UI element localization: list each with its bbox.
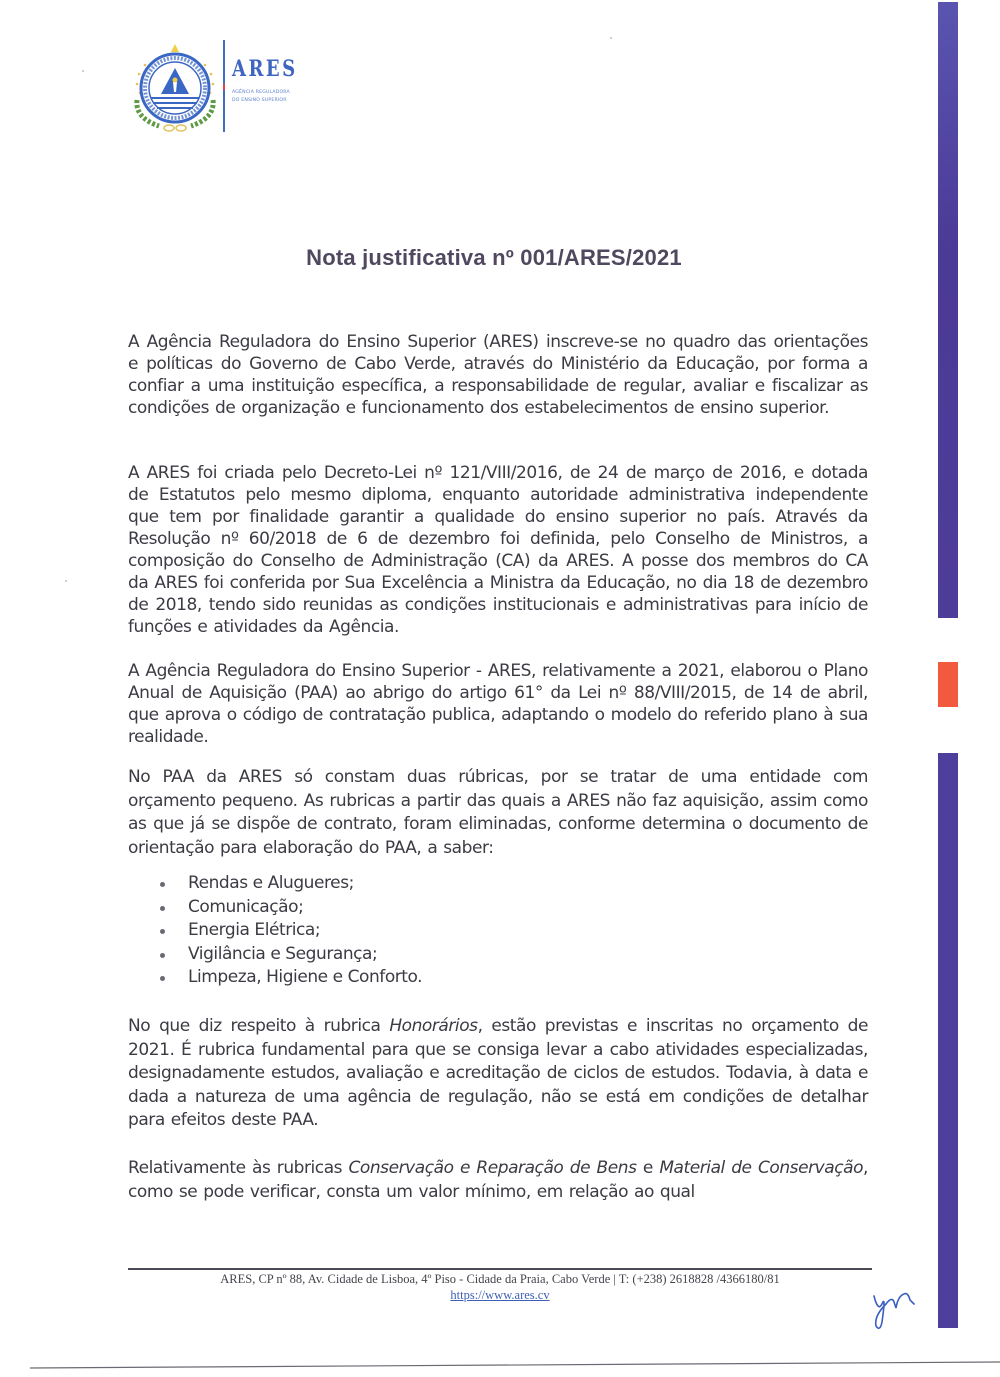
paragraph-6-rest: , como se pode verificar, consta um valor mínimo, em relação ao qual: [128, 1158, 868, 1202]
paragraph-3: [128, 660, 868, 748]
bullet-icon: [160, 882, 165, 887]
list-item: [160, 896, 422, 920]
edge-bar-blue-bottom: [938, 753, 958, 1328]
header-logo: [125, 38, 305, 134]
bullet-icon: [160, 929, 165, 934]
list-item-text: Vigilância e Segurança;: [188, 943, 378, 964]
rubric-name-material-conservacao: Material de Conservação: [659, 1158, 864, 1178]
list-item: [160, 872, 422, 896]
list-item-text: Limpeza, Higiene e Conforto.: [188, 967, 423, 987]
list-item: [160, 943, 422, 967]
list-item-text: Comunicação;: [188, 896, 304, 917]
logo-subtitle-line1: AGÊNCIA REGULADORA: [232, 90, 290, 95]
cabo-verde-seal-icon: [125, 38, 225, 134]
paragraph-5-lead: No que diz respeito à rubrica: [128, 1016, 390, 1036]
scan-artifact: [610, 37, 612, 39]
scan-page-edge: [30, 1360, 1000, 1370]
paragraph-6-text: [128, 1157, 868, 1204]
document-title: Nota justificativa nº 001/ARES/2021: [306, 245, 682, 270]
logo-divider-accent: [223, 84, 225, 90]
rubric-name-conservacao-reparacao: Conservação e Reparação de Bens: [348, 1158, 637, 1178]
footer-website-link[interactable]: https://www.ares.cv: [450, 1288, 550, 1302]
paragraph-5-rest: , estão previstas e inscritas no orçamento de 2021. É rubrica fundamental para que se consiga levar a cabo atividades especializadas, designadamente estudos, avaliação e acreditação de ciclos de estudos. Todavia, à data e dada a natureza de uma agência de regulação, não se está em condições de detalhar para efeitos deste PAA.: [128, 1016, 868, 1130]
logo-name: ARES: [232, 56, 298, 82]
paragraph-1: [128, 331, 868, 419]
logo-subtitle-line2: DO ENSINO SUPERIOR: [232, 98, 287, 103]
scan-artifact: [65, 580, 67, 582]
document-title-container: [0, 245, 1000, 271]
footer-divider: [128, 1268, 872, 1270]
paragraph-6-lead: Relativamente às rubricas: [128, 1158, 349, 1178]
list-item-text: Energia Elétrica;: [188, 920, 321, 940]
paragraph-4: [128, 766, 868, 860]
paragraph-2: [128, 462, 868, 638]
paragraph-5-text: [128, 1015, 868, 1133]
list-item: [160, 919, 422, 943]
signature-initials-icon: [868, 1282, 924, 1334]
list-item: [160, 966, 422, 990]
paragraph-6-conjunction: e: [636, 1158, 660, 1178]
paragraph-2-text: A ARES foi criada pelo Decreto-Lei nº 121/VIII/2016, de 24 de março de 2016, e dotada de Estatutos pelo mesmo diploma, enquanto autoridade administrativa independente que tem por finalidade garantir a qualidade do ensino superior no país. Através da Resolução nº 60/2018 de 6 de dezembro foi definida, pelo Conselho de Ministros, a composição do Conselho de Administração (CA) da ARES. A posse dos membros do CA da ARES foi conferida por Sua Excelência a Ministra da Educação, no dia 18 de dezembro de 2018, tendo sido reunidas as condições institucionais e administrativas para início de funções e atividades da Agência.: [128, 463, 868, 637]
bullet-icon: [160, 953, 165, 958]
paragraph-4-text: No PAA da ARES só constam duas rúbricas, por se tratar de uma entidade com orçamento pequeno. As rubricas a partir das quais a ARES não faz aquisição, assim como as que já se dispõe de contrato, foram eliminadas, conforme determina o documento de orientação para elaboração do PAA, a saber:: [128, 767, 868, 858]
footer-address: ARES, CP nº 88, Av. Cidade de Lisboa, 4º Piso - Cidade da Praia, Cabo Verde | T: (+238) 2618828 /4366180/81: [220, 1272, 780, 1286]
edge-bar-red: [938, 662, 958, 707]
bullet-icon: [160, 906, 165, 911]
edge-bar-blue-top: [938, 2, 958, 618]
bullet-icon: [160, 976, 165, 981]
scan-artifact: [82, 70, 84, 72]
paragraph-1-text: A Agência Reguladora do Ensino Superior (ARES) inscreve-se no quadro das orientações e políticas do Governo de Cabo Verde, através do Ministério da Educação, por forma a confiar a uma instituição específica, a responsabilidade de regular, avaliar e fiscalizar as condições de organização e funcionamento dos estabelecimentos de ensino superior.: [128, 332, 868, 418]
paragraph-3-text: A Agência Reguladora do Ensino Superior - ARES, relativamente a 2021, elaborou o Plano Anual de Aquisição (PAA) ao abrigo do artigo 61° da Lei nº 88/VIII/2015, de 14 de abril, que aprova o código de contratação publica, adaptando o modelo do referido plano à sua realidade.: [128, 661, 868, 747]
paragraph-6: [128, 1157, 868, 1204]
paragraph-5: [128, 1015, 868, 1133]
eliminated-rubrics-list: [160, 872, 422, 990]
list-item-text: Rendas e Alugueres;: [188, 873, 354, 893]
rubric-name-honorarios: Honorários: [389, 1016, 478, 1036]
